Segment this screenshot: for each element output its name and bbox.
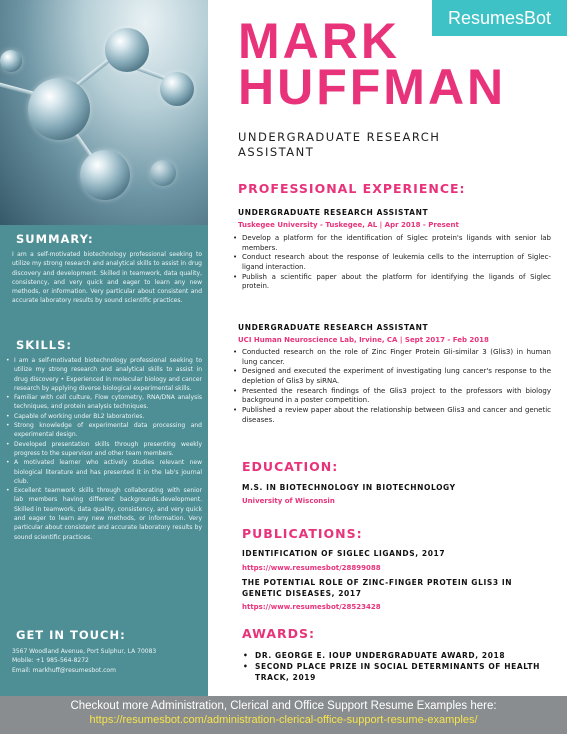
job-meta-2: UCI Human Neuroscience Lab, Irvine, CA | Sept 2017 - Feb 2018 [238,336,489,344]
name-last: HUFFMAN [238,59,507,115]
education-degree: M.S. IN BIOTECHNOLOGY IN BIOTECHNOLOGY [242,483,456,492]
publication-link-1[interactable]: https://www.resumesbot/28899088 [242,564,381,572]
contact-email: Email: markhuff@resumesbot.com [12,666,116,674]
name-first: MARK [238,13,400,69]
job-bullet: • Designed and executed the experiment of investigating lung cancer's response to the depletion of Glis3 by siRNA. [231,367,551,386]
skill-item: • Familiar with cell culture, Flow cytometry, RNA/DNA analysis techniques, and protein analysis techniques. [6,393,202,412]
footer-banner [0,696,567,734]
award-item: • SECOND PLACE PRIZE IN SOCIAL DETERMINANTS OF HEALTH TRACK, 2019 [243,662,543,684]
summary-heading: SUMMARY: [16,232,94,246]
job-bullet: • Conducted research on the role of Zinc Finger Protein Gli-similar 3 (Glis3) in human lung cancer. [231,348,551,367]
job-meta-1: Tuskegee University - Tuskegee, AL | Apr 2018 - Present [238,221,459,229]
job-bullets-1 [231,234,551,292]
award-item: • DR. GEORGE E. IOUP UNDERGRADUATE AWARD, 2018 [243,651,543,662]
contact-address: 3567 Woodland Avenue, Port Sulphur, LA 70083 [12,648,157,655]
summary-text: I am a self-motivated biotechnology professional seeking to utilize my strong research and analytical skills to assist in drug discovery and development. Skilled in teamwork, data quality, consistency, and very quick and eager to learn any new methods, or information. Very particular about consistent and accurate laboratory results by sound scientific practices. [12,251,202,305]
experience-heading: PROFESSIONAL EXPERIENCE: [238,181,466,196]
skill-item: • Capable of working under BL2 laboratories. [6,412,202,421]
publication-title-1: IDENTIFICATION OF SIGLEC LIGANDS, 2017 [242,549,446,558]
molecule-image [0,0,208,225]
job-title: UNDERGRADUATE RESEARCH ASSISTANT [238,130,441,159]
job-title-1: UNDERGRADUATE RESEARCH ASSISTANT [238,208,429,217]
job-bullet: • Publish a scientific paper about the platform for identifying the ligands of Siglec protein. [231,273,551,292]
education-heading: EDUCATION: [242,459,339,474]
skill-item: • I am a self-motivated biotechnology professional seeking to utilize my strong research and analytical skills to assist in drug discovery • Experienced in molecular biology and cancer research by applying diverse biological experimental skills. [6,356,202,393]
skill-item: • Developed presentation skills through presenting weekly progress to the supervisor and other team members. [6,440,202,459]
publication-link-2[interactable]: https://www.resumesbot/28523428 [242,603,381,611]
footer-text: Checkout more Administration, Clerical and Office Support Resume Examples here: [70,700,497,712]
skill-item: • A motivated learner who actively studies relevant new biological literature and has presented it in the lab's journal club. [6,458,202,486]
job-title-2: UNDERGRADUATE RESEARCH ASSISTANT [238,323,429,332]
awards-list [243,651,543,684]
skill-item: • Strong knowledge of experimental data processing and experimental design. [6,421,202,440]
education-school: University of Wisconsin [242,497,335,505]
publication-title-2: THE POTENTIAL ROLE OF ZINC-FINGER PROTEIN GLIS3 IN GENETIC DISEASES, 2017 [242,578,513,598]
job-bullet: • Develop a platform for the identification of Siglec protein's ligands with senior lab members. [231,234,551,253]
sidebar [0,0,208,696]
contact-heading: GET IN TOUCH: [16,628,126,642]
skill-item: • Excellent teamwork skills through collaborating with senior lab members having different backgrounds.development. Skilled in teamwork, data quality, consistency, and very quick and eager to learn any new methods, or information. Very particular about consistent and accurate laboratory results by sound scientific practices. [6,486,202,542]
job-bullets-2 [231,348,551,425]
skills-heading: SKILLS: [16,338,73,352]
skills-list [6,356,202,542]
job-bullet: • Presented the research findings of the Glis3 project to the professors with biology background in a poster competition. [231,387,551,406]
contact-mobile: Mobile: +1 985-564-8272 [12,657,89,665]
footer-link[interactable]: https://resumesbot.com/administration-clerical-office-support-resume-examples/ [89,714,478,726]
job-bullet: • Published a review paper about the relationship between Glis3 and cancer and genetic diseases. [231,406,551,425]
awards-heading: AWARDS: [242,626,316,641]
publications-heading: PUBLICATIONS: [242,526,363,541]
job-bullet: • Conduct research about the response of leukemia cells to the interruption of Siglec-ligand interaction. [231,253,551,272]
brand-logo[interactable]: ResumesBot [432,0,567,36]
